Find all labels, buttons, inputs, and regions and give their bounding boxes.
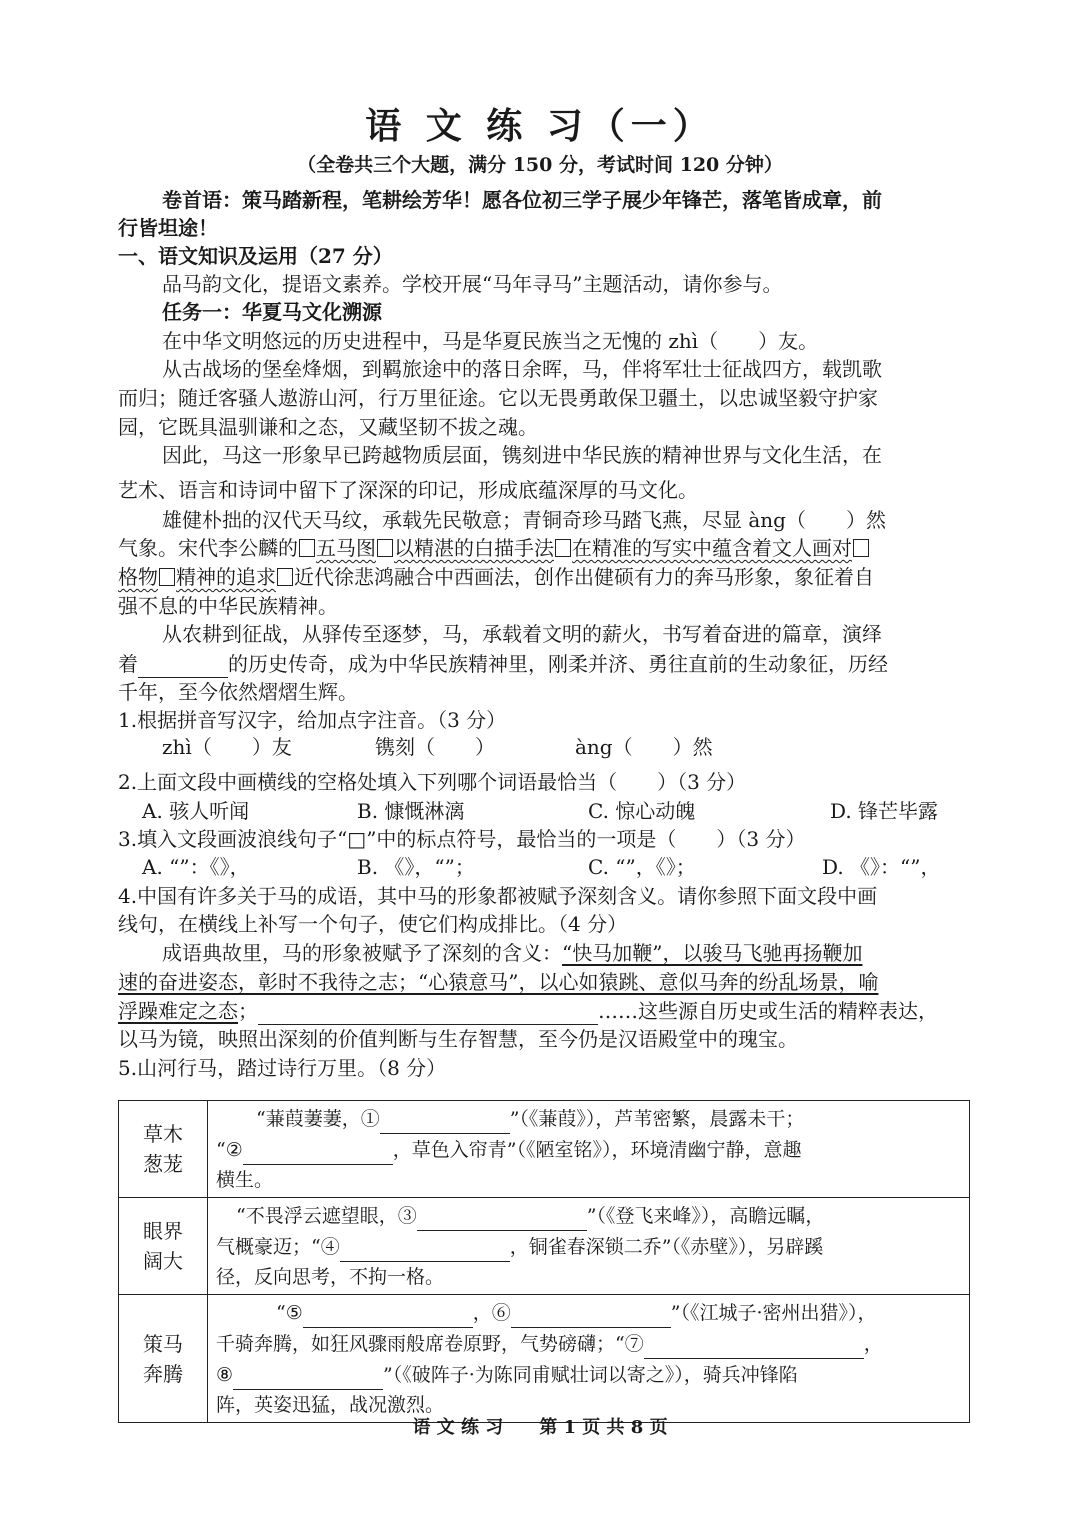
p4-text: 精神的追求 xyxy=(176,565,276,589)
q4-underlined: “快马加鞭”，以骏马飞驰再扬鞭加 xyxy=(562,941,863,965)
q4-passage-line-3 xyxy=(118,996,972,1025)
p4-text: 在精准的写实中蕴含着文人画对 xyxy=(572,536,852,560)
q2-option-c[interactable]: C. 惊心动魄 xyxy=(588,799,696,823)
q1-item-a[interactable]: zhì（ ）友 xyxy=(162,735,292,759)
q4-passage-line-1 xyxy=(162,939,972,967)
q3-option-c[interactable]: C. “”，《》； xyxy=(588,855,696,879)
question-4-line-2: 线句，在横线上补写一个句子，使它们构成排比。（4 分） xyxy=(118,912,628,936)
page-title: 语 文 练 习（一） xyxy=(365,105,715,147)
q2-option-b[interactable]: B. 慷慨淋漓 xyxy=(357,799,465,823)
paragraph-2-line-1: 从古战场的堡垒烽烟，到羁旅途中的落日余晖，马，伴将军壮士征战四方，载凯歌 xyxy=(162,357,882,381)
punct-box xyxy=(555,539,571,557)
q4-passage-line-2: 速的奋进姿态，彰时不我待之志；“心猿意马”，以心如猿跳、意似马奔的纷乱场景，喻 xyxy=(118,970,879,994)
sentence-blank[interactable] xyxy=(258,996,598,1025)
content-cell: “不畏浮云遮望眼，③ ”（《登飞来峰》），高瞻远瞩， 气概豪迈；“④ ，铜雀春深锁二乔”（《赤壁》），另辟蹊 径，反向思考，不拘一格。 xyxy=(208,1198,970,1295)
punct-box xyxy=(277,568,293,586)
content-cell: “蒹葭萋萋，① ”（《蒹葭》），芦苇密繁，晨露未干； “② ，草色入帘青”（《陋室铭》），环境清幽宁静，意趣 横生。 xyxy=(208,1101,970,1198)
punct-box xyxy=(159,568,175,586)
punct-box xyxy=(299,539,315,557)
poem-blank-3[interactable] xyxy=(417,1200,587,1231)
paragraph-2-line-3: 园，它既具温驯谦和之态，又藏坚韧不拔之魂。 xyxy=(118,415,538,439)
paragraph-5-line-2 xyxy=(118,649,972,678)
content-cell: “⑤ ，⑥ ”（《江城子·密州出猎》）， 千骑奔腾，如狂风骤雨般席卷原野，气势磅礴；“⑦ ， ⑧ ”（《破阵子·为陈同甫赋壮词以寄之》），骑兵冲锋陷 阵，英姿迅猛，战况激烈。 xyxy=(208,1295,970,1423)
punct-box xyxy=(853,539,869,557)
page-footer: 语 文 练 习 第 1 页 共 8 页 xyxy=(412,1417,668,1438)
question-5: 5.山河行马，踏过诗行万里。（8 分） xyxy=(118,1056,447,1080)
paragraph-1: 在中华文明悠远的历史进程中，马是华夏民族当之无愧的 zhì（ ）友。 xyxy=(162,329,819,353)
table-row xyxy=(119,1295,970,1423)
poem-blank-8[interactable] xyxy=(233,1359,383,1390)
category-cell: 策马 奔腾 xyxy=(119,1295,208,1423)
p4-wavy xyxy=(118,565,276,589)
intro-text: 品马韵文化，提语文素养。学校开展“马年寻马”主题活动，请你参与。 xyxy=(162,272,783,296)
q3-option-a[interactable]: A. “”：《》， xyxy=(142,855,250,879)
p4-text: 五马图 xyxy=(316,536,376,560)
q4-text: ……这些源自历史或生活的精粹表达， xyxy=(598,999,938,1023)
p4-wavy xyxy=(316,536,870,560)
category-cell: 眼界 阔大 xyxy=(119,1198,208,1295)
section-heading: 一、语文知识及运用（27 分） xyxy=(118,244,393,268)
preface-line-2: 行皆坦途！ xyxy=(118,216,218,240)
p4-text: 格物 xyxy=(118,565,158,589)
idiom-blank[interactable] xyxy=(138,649,228,678)
p4-text: 近代徐悲鸿融合中西画法，创作出健硕有力的奔马形象，象征着自 xyxy=(294,565,874,589)
paragraph-3-line-2: 艺术、语言和诗词中留下了深深的印记，形成底蕴深厚的马文化。 xyxy=(118,478,698,502)
paragraph-4-line-2 xyxy=(118,534,972,562)
task-heading: 任务一：华夏马文化溯源 xyxy=(162,300,382,324)
p4-text: 以精湛的白描手法 xyxy=(394,536,554,560)
table-row xyxy=(119,1198,970,1295)
question-2: 2.上面文段中画横线的空格处填入下列哪个词语最恰当（ ）（3 分） xyxy=(118,770,747,794)
p5-text: 着 xyxy=(118,652,138,676)
question-3: 3.填入文段画波浪线句子“□”中的标点符号，最恰当的一项是（ ）（3 分） xyxy=(118,827,806,851)
q2-option-d[interactable]: D. 锋芒毕露 xyxy=(830,799,939,823)
q4-text: 成语典故里，马的形象被赋予了深刻的含义： xyxy=(162,941,562,965)
poem-blank-1[interactable] xyxy=(380,1103,510,1134)
q4-text: ； xyxy=(238,999,258,1023)
q3-option-b[interactable]: B. 《》，“”； xyxy=(357,855,475,879)
punct-box xyxy=(377,539,393,557)
poem-blank-6[interactable] xyxy=(511,1297,671,1328)
poem-blank-7[interactable] xyxy=(644,1328,864,1359)
question-1: 1.根据拼音写汉字，给加点字注音。（3 分） xyxy=(118,708,507,732)
paragraph-4-line-4: 强不息的中华民族精神。 xyxy=(118,594,338,618)
paragraph-4-line-1: 雄健朴拙的汉代天马纹，承载先民敬意；青铜奇珍马踏飞燕，尽显 àng（ ）然 xyxy=(162,508,886,532)
paragraph-5-line-3: 千年，至今依然熠熠生辉。 xyxy=(118,680,358,704)
category-cell: 草木 葱茏 xyxy=(119,1101,208,1198)
poem-blank-2[interactable] xyxy=(243,1134,393,1165)
q3-option-d[interactable]: D. 《》：“”， xyxy=(822,855,941,879)
q2-option-a[interactable]: A. 骇人听闻 xyxy=(142,799,250,823)
paragraph-5-line-1: 从农耕到征战，从驿传至逐梦，马，承载着文明的薪火，书写着奋进的篇章，演绎 xyxy=(162,622,882,646)
table-row xyxy=(119,1101,970,1198)
page-subtitle: （全卷共三个大题，满分 150 分，考试时间 120 分钟） xyxy=(297,154,783,176)
q1-item-c[interactable]: àng（ ）然 xyxy=(575,735,713,759)
paragraph-3-line-1: 因此，马这一形象早已跨越物质层面，镌刻进中华民族的精神世界与文化生活，在 xyxy=(162,443,882,467)
p4-text: 气象。宋代李公麟的 xyxy=(118,536,298,560)
q4-underlined: 浮躁难定之态 xyxy=(118,999,238,1023)
q1-item-b[interactable]: 镌刻（ ） xyxy=(375,735,495,759)
poem-blank-4[interactable] xyxy=(340,1231,510,1262)
paragraph-4-line-3 xyxy=(118,563,972,591)
paragraph-2-line-2: 而归；随迁客骚人遨游山河，行万里征途。它以无畏勇敢保卫疆土，以忠诚坚毅守护家 xyxy=(118,386,878,410)
preface-line-1: 卷首语：策马踏新程，笔耕绘芳华！愿各位初三学子展少年锋芒，落笔皆成章，前 xyxy=(162,188,882,212)
q4-passage-line-4: 以马为镜，映照出深刻的价值判断与生存智慧，至今仍是汉语殿堂中的瑰宝。 xyxy=(118,1027,798,1051)
question-4-line-1: 4.中国有许多关于马的成语，其中马的形象都被赋予深刻含义。请你参照下面文段中画 xyxy=(118,884,878,908)
poem-blank-5[interactable] xyxy=(303,1297,473,1328)
p5-text: 的历史传奇，成为中华民族精神里，刚柔并济、勇往直前的生动象征，历经 xyxy=(228,652,888,676)
poem-table xyxy=(118,1100,970,1423)
